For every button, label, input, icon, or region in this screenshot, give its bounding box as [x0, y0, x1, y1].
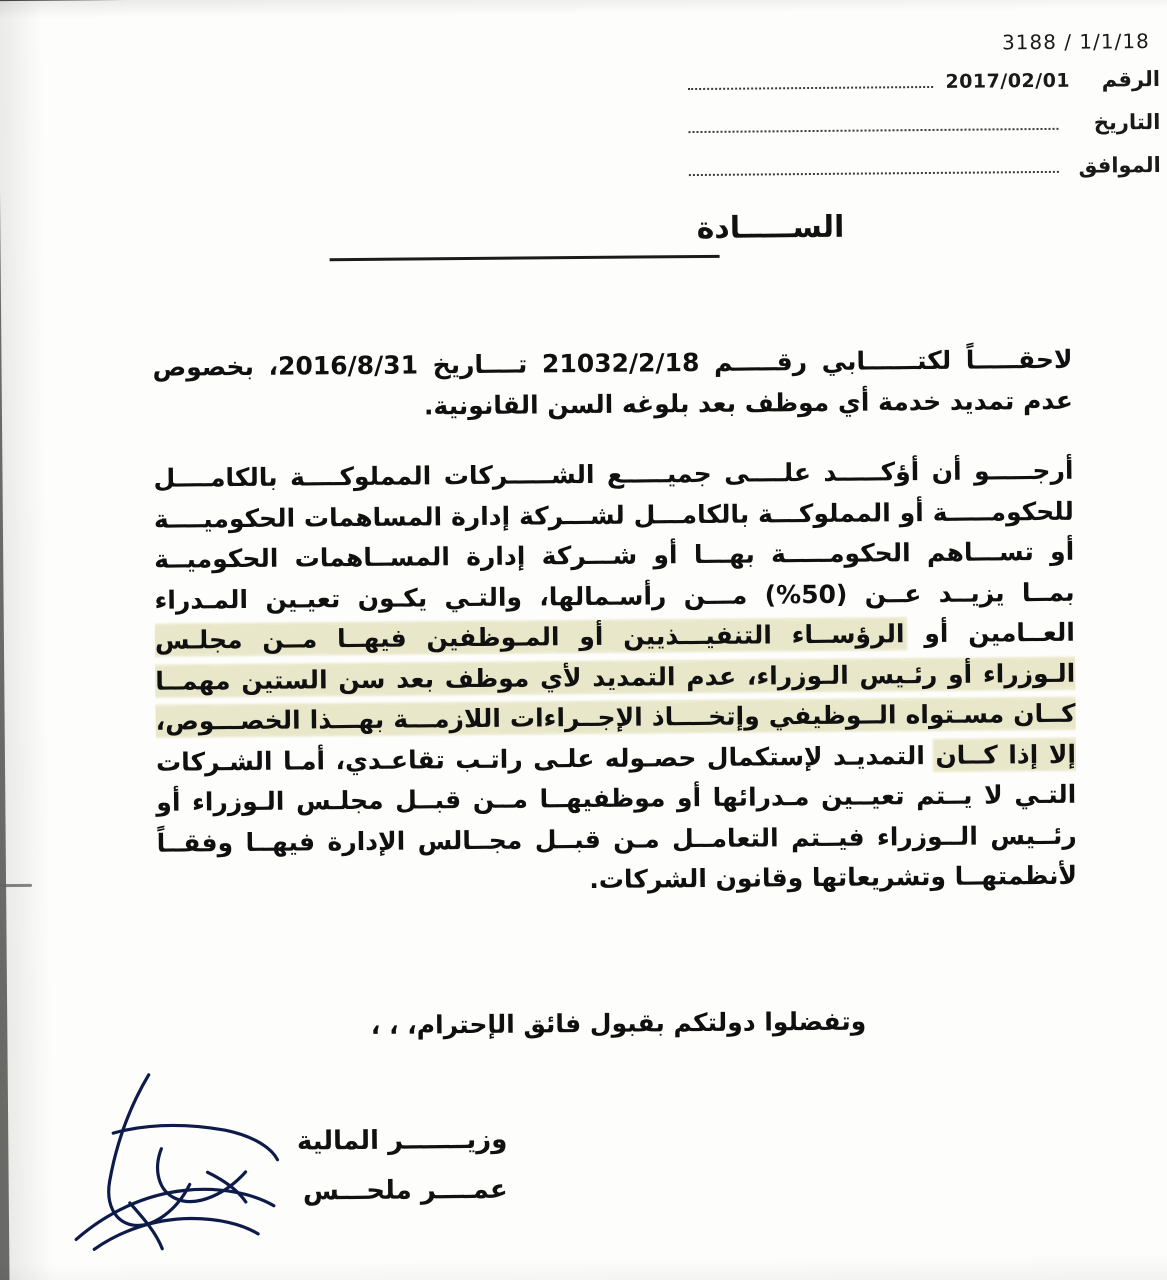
paragraph-2-part-2: التمديـد لإستكمال حصـوله علـى راتـب تقاعـدي، أمـا الشـركات التـي لا يــتم تعيــين مـدرائها أو موظفيهــا مــن قبــل مجلـس الـوزراء أو رئــيس الــوزراء فيــتم التعامــل مـن قبــل مجــالس الإدارة فيهــا وفقــاً لأنظمتهــا وتشريعاتها وقانون الشركات. [155, 740, 1078, 894]
scan-shadow-left [0, 0, 54, 1280]
signature-name: عمــــر ملحـــس [302, 1174, 508, 1207]
handwritten-signature-icon [57, 1051, 319, 1253]
date-label: التاريخ [1093, 109, 1161, 135]
salutation: الســـــادة [696, 209, 845, 247]
corresponding-label: الموافق [1078, 152, 1161, 178]
reference-number: 3188 / 1/1/18 [1001, 29, 1150, 55]
number-label: الرقم [1101, 66, 1161, 92]
letterhead-title [0, 0, 1167, 3]
scan-shadow-bottom [0, 1254, 1167, 1280]
header-reference-block [680, 29, 1161, 200]
number-line [680, 67, 1160, 96]
signature-title: وزيـــــــر المالية [296, 1124, 508, 1157]
closing-line: وتفضلوا دولتكم بقبول فائق الإحترام، ، ، [370, 1006, 867, 1040]
number-dotted-rule [688, 74, 933, 90]
salutation-rule [330, 255, 720, 261]
scan-edge-left [0, 0, 10, 1280]
paragraph-2-part-1: أرجـــــو أن أؤكـــــد علــــى جميـــــع الشـــــركات المملوكــــة بالكامــــل للحكومـــــة أو المملوكـــة بالكامـــل لشـــركة إدارة المساهمات الحكوميــــة أو تســـاهم الحكومـــــة بهـــا أو شـــركة إدارة المســاهمات الحكوميــة بمــا يزيــد عــن (50%) مـــن رأسـمالها، والتـي يكـون تعيـين المـدراء العــامين أو [153, 455, 1076, 649]
paragraph-2 [153, 451, 1077, 905]
scan-shadow-top [0, 0, 1167, 19]
letter-body [152, 340, 1077, 931]
number-value: 2017/02/01 [945, 69, 1071, 93]
paragraph-1: لاحقـــــاً لكتــــــابي رقـــــم 21032/2/18 تــــاريخ 2016/8/31، بخصوص عدم تمديد خدمة أي موظف بعد بلوغه السن القانونية. [152, 344, 1073, 420]
date-dotted-rule [688, 116, 1058, 133]
paragraph-2-highlighted: الرؤســاء التنفيـــذيين أو المـوظفين فيهــا مــن مجلـس الـوزراء أو رئـيس الـوزراء، عدم التمديد لأي موظف بعد سن الستين مهمــا كــان مسـتواه الــوظيفي وإتخــــاذ الإجــراءات اللازمـــة بهـــذا الخصـــوص، إلا إذا كــان [154, 619, 1077, 770]
punch-mark [0, 884, 32, 887]
corresponding-dotted-rule [689, 159, 1059, 176]
date-line [680, 110, 1160, 139]
corresponding-line [681, 153, 1161, 182]
